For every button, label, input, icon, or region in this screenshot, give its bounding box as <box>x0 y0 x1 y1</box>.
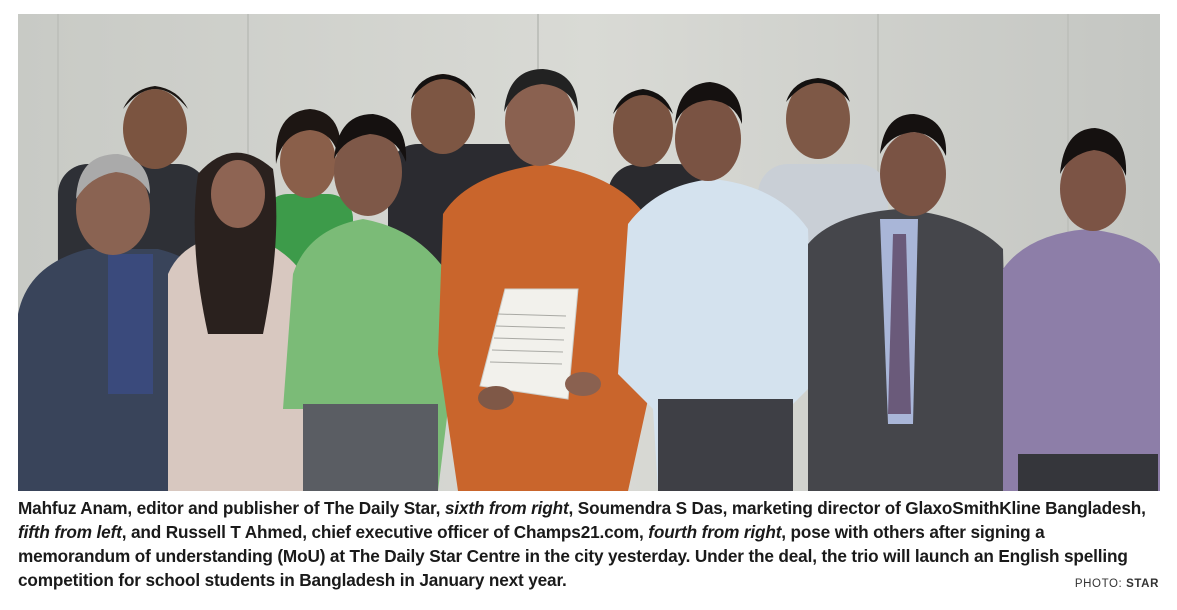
caption-emphasis-1: sixth from right <box>444 498 569 518</box>
caption-text-1: Mahfuz Anam, editor and publisher of The Daily Star, <box>18 498 445 518</box>
photo-credit-source: STAR <box>1126 578 1159 590</box>
group-photo-illustration <box>18 14 1160 491</box>
photo-caption <box>18 496 1160 602</box>
caption-text-2: , Soumendra S Das, marketing director of GlaxoSmithKline Bangladesh, <box>568 498 1146 518</box>
photo-credit-label: PHOTO: <box>1074 578 1127 590</box>
caption-emphasis-3: fourth from right <box>648 522 782 542</box>
photo-credit <box>1075 578 1159 590</box>
caption-emphasis-2: fifth from left <box>18 522 122 542</box>
news-photo <box>18 14 1160 491</box>
caption-text-4: , pose with others after signing a memorandum of understanding (MoU) at The Daily Star Centre in the city yesterday. Under the deal, the trio will launch an English spelling competition for school students in Bangladesh in January next year. <box>18 522 1128 590</box>
caption-text-3: , and Russell T Ahmed, chief executive officer of Champs21.com, <box>121 522 649 542</box>
